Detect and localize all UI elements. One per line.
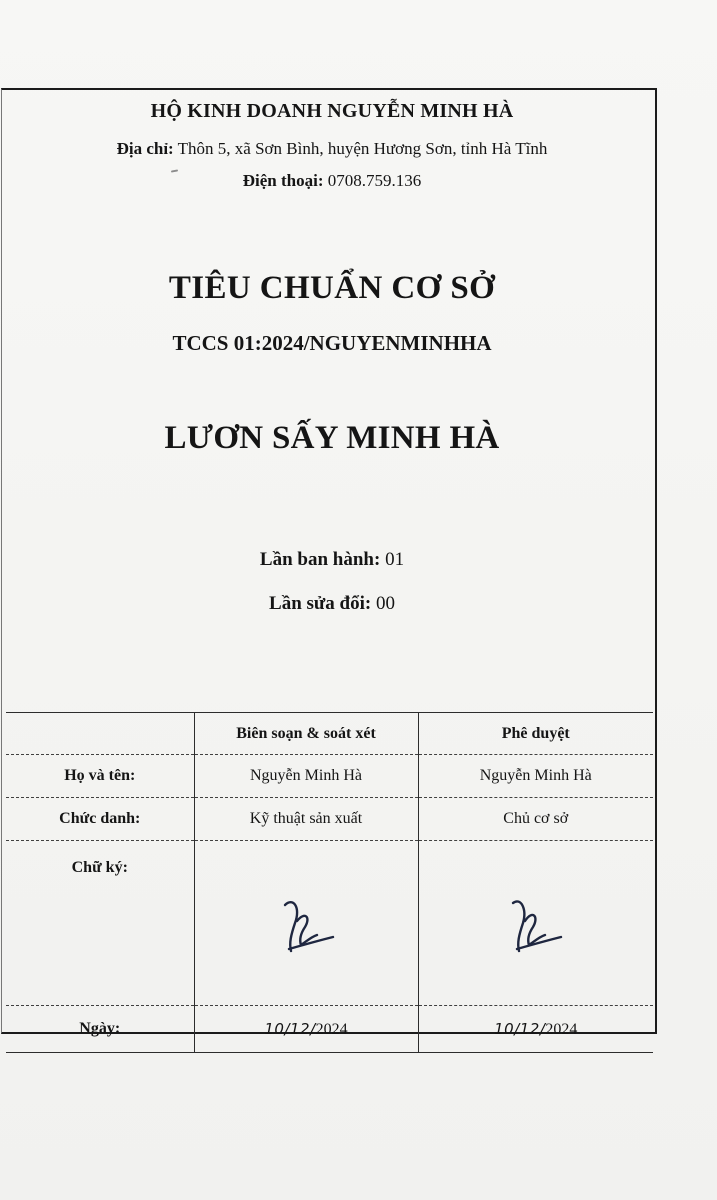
company-address (0, 139, 664, 159)
approver-date-year: 2024 (545, 1020, 578, 1038)
compiler-date-handwritten: 10/12/ (264, 1019, 316, 1038)
product-name: LƯƠN SẤY MINH HÀ (164, 420, 500, 456)
phone-value: 0708.759.136 (327, 171, 422, 190)
header-compiler: Biên soạn & soát xét (194, 713, 418, 755)
issue-number (0, 549, 664, 571)
table-row-signature (6, 841, 653, 1006)
document-title: TIÊU CHUẨN CƠ SỞ (168, 270, 496, 306)
issue-value: 01 (385, 549, 405, 570)
compiler-date (194, 1006, 418, 1053)
revision-number (0, 593, 664, 615)
row-label-position: Chức danh: (6, 798, 194, 841)
approver-name: Nguyễn Minh Hà (418, 755, 653, 798)
approval-table (6, 712, 653, 1053)
row-label-date: Ngày: (6, 1006, 194, 1053)
row-label-name: Họ và tên: (6, 755, 194, 798)
compiler-date-year: 2024 (315, 1020, 348, 1038)
approver-date (418, 1006, 653, 1053)
compiler-name: Nguyễn Minh Hà (194, 755, 418, 798)
compiler-signature-cell (194, 841, 418, 1006)
approver-signature-cell (418, 841, 653, 1006)
address-label: Địa chỉ: (116, 139, 174, 158)
approver-position: Chủ cơ sở (418, 798, 653, 841)
header-approver: Phê duyệt (418, 713, 653, 755)
issue-label: Lần ban hành: (259, 549, 381, 570)
company-name: HỘ KINH DOANH NGUYỄN MINH HÀ (150, 100, 514, 122)
header-empty-cell (6, 713, 194, 755)
approver-signature-icon (491, 887, 581, 967)
revision-value: 00 (375, 593, 395, 614)
phone-label: Điện thoại: (242, 171, 324, 190)
approver-date-handwritten: 10/12/ (494, 1019, 546, 1038)
document-code: TCCS 01:2024/NGUYENMINHHA (172, 331, 492, 355)
table-row-name (6, 755, 653, 798)
table-row-position (6, 798, 653, 841)
table-row-date (6, 1006, 653, 1053)
address-value: Thôn 5, xã Sơn Bình, huyện Hương Sơn, tỉnh Hà Tĩnh (177, 139, 548, 158)
revision-label: Lần sửa đổi: (269, 593, 372, 614)
compiler-position: Kỹ thuật sản xuất (194, 798, 418, 841)
compiler-signature-icon (261, 887, 351, 967)
company-phone (0, 171, 664, 191)
approval-table-header (6, 713, 653, 755)
row-label-signature: Chữ ký: (6, 841, 194, 1006)
